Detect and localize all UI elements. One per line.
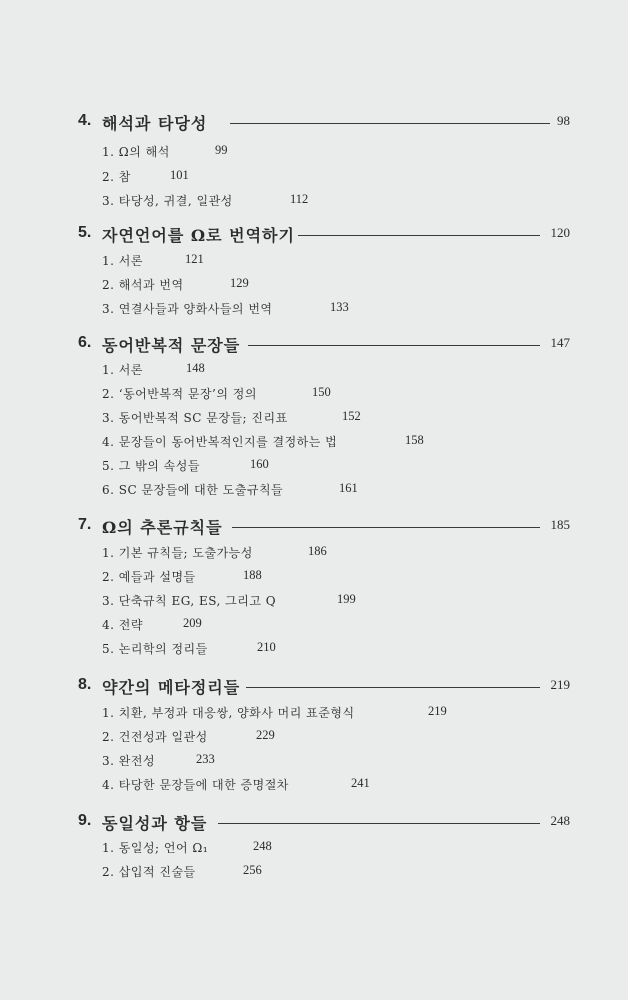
leader-line: [232, 527, 540, 528]
chapter-title: 동일성과 항들: [102, 814, 208, 833]
section-page: 241: [351, 776, 370, 790]
chapter-title: 자연언어를 Ω로 번역하기: [102, 226, 295, 245]
section-page: 229: [256, 728, 275, 742]
chapter-5: [0, 222, 628, 316]
chapter-page: 248: [550, 813, 570, 828]
chapter-page: 185: [550, 517, 570, 532]
chapter-heading: [0, 810, 628, 836]
chapter-6: [0, 332, 628, 497]
chapter-number: 8.: [78, 676, 92, 693]
chapter-number: 6.: [78, 334, 92, 351]
chapter-page: 219: [550, 677, 570, 692]
chapter-heading: [0, 514, 628, 540]
section-label: 5. 그 밖의 속성들: [102, 459, 200, 473]
section-page: 188: [243, 568, 262, 582]
section-label: 1. 기본 규칙들; 도출가능성: [102, 546, 253, 560]
section-label: 2. 건전성과 일관성: [102, 730, 208, 744]
section-label: 1. 동일성; 언어 Ω₁: [102, 841, 209, 855]
section-page: 150: [312, 385, 331, 399]
chapter-9: [0, 810, 628, 879]
section-label: 1. 치환, 부정과 대응쌍, 양화사 머리 표준형식: [102, 706, 355, 720]
section-label: 5. 논리학의 정리들: [102, 642, 208, 656]
section-label: 3. 타당성, 귀결, 일관성: [102, 194, 233, 208]
section-page: 112: [290, 192, 309, 206]
chapter-page: 98: [557, 113, 570, 128]
section-page: 256: [243, 863, 262, 877]
chapter-title: 해석과 타당성: [102, 114, 208, 133]
chapter-8: [0, 674, 628, 792]
leader-line: [298, 235, 540, 236]
leader-line: [246, 687, 540, 688]
leader-line: [218, 823, 540, 824]
section-label: 4. 전략: [102, 618, 143, 632]
section-label: 2. 예들과 설명들: [102, 570, 196, 584]
section-label: 1. 서론: [102, 254, 143, 268]
section-page: 101: [170, 168, 189, 182]
chapter-title: 약간의 메타정리들: [102, 678, 241, 697]
section-page: 219: [428, 704, 447, 718]
section-label: 1. 서론: [102, 363, 143, 377]
section-label: 4. 타당한 문장들에 대한 증명절차: [102, 778, 289, 792]
section-label: 2. ‘동어반복적 문장’의 정의: [102, 387, 257, 401]
chapter-title: Ω의 추론규칙들: [102, 518, 223, 537]
section-page: 160: [250, 457, 269, 471]
chapter-heading: [0, 674, 628, 700]
chapter-page: 147: [550, 335, 570, 350]
chapter-4: [0, 110, 628, 208]
section-label: 3. 연결사들과 양화사들의 번역: [102, 302, 273, 316]
chapter-number: 5.: [78, 224, 92, 241]
chapter-heading: [0, 222, 628, 248]
section-page: 161: [339, 481, 358, 495]
section-label: 6. SC 문장들에 대한 도출규칙들: [102, 483, 284, 497]
section-label: 3. 완전성: [102, 754, 156, 768]
chapter-number: 9.: [78, 812, 92, 829]
chapter-heading: [0, 332, 628, 358]
section-page: 152: [342, 409, 361, 423]
section-page: 129: [230, 276, 249, 290]
chapter-number: 4.: [78, 112, 92, 129]
chapter-title: 동어반복적 문장들: [102, 336, 241, 355]
section-label: 1. Ω의 해석: [102, 145, 170, 159]
leader-line: [230, 123, 550, 124]
section-label: 2. 삽입적 진술들: [102, 865, 196, 879]
section-page: 121: [185, 252, 204, 266]
section-page: 158: [405, 433, 424, 447]
section-label: 2. 참: [102, 170, 131, 184]
section-page: 133: [330, 300, 349, 314]
chapter-page: 120: [550, 225, 570, 240]
section-page: 248: [253, 839, 272, 853]
chapter-7: [0, 514, 628, 656]
section-label: 2. 해석과 번역: [102, 278, 184, 292]
section-page: 209: [183, 616, 202, 630]
section-page: 99: [215, 143, 228, 157]
section-page: 233: [196, 752, 215, 766]
chapter-number: 7.: [78, 516, 92, 533]
section-page: 210: [257, 640, 276, 654]
section-label: 3. 동어반복적 SC 문장들; 진리표: [102, 411, 288, 425]
section-page: 186: [308, 544, 327, 558]
leader-line: [248, 345, 540, 346]
chapter-heading: [0, 110, 628, 136]
section-label: 3. 단축규칙 EG, ES, 그리고 Q: [102, 594, 277, 608]
section-page: 199: [337, 592, 356, 606]
section-label: 4. 문장들이 동어반복적인지를 결정하는 법: [102, 435, 338, 449]
section-page: 148: [186, 361, 205, 375]
